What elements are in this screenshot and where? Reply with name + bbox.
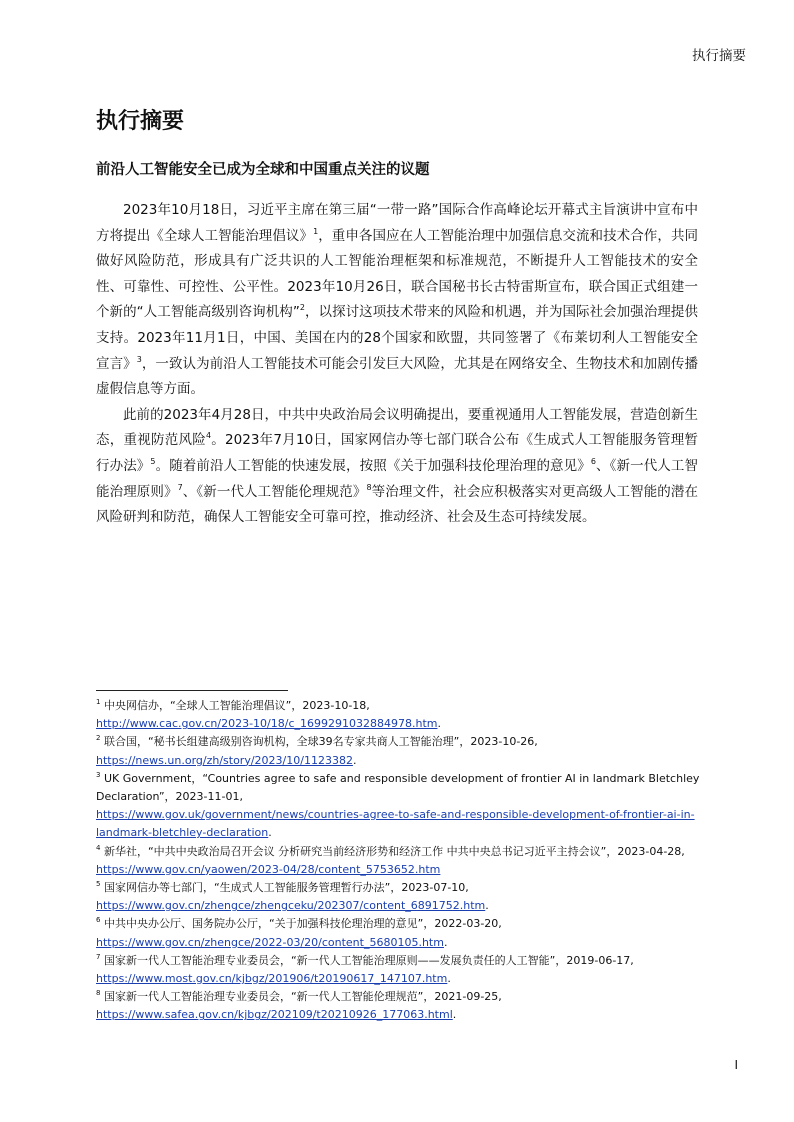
page-title: 执行摘要 (96, 109, 185, 134)
footnote-link[interactable]: https://www.most.gov.cn/kjbgz/201906/t20190617_147107.htm (96, 972, 448, 986)
footnote-number: 7 (96, 952, 101, 961)
paragraph-2 (96, 403, 698, 531)
footnote-text: 新华社，“中共中央政治局召开会议 分析研究当前经济形势和经济工作 中共中央总书记习近平主持会议”，2023-04-28, (103, 844, 685, 858)
footnote-number: 1 (96, 698, 101, 706)
section-heading: 前沿人工智能安全已成为全球和中国重点关注的议题 (96, 162, 430, 178)
running-header: 执行摘要 (692, 48, 746, 64)
footnote-number: 3 (96, 770, 101, 779)
footnote-ref[interactable]: 8 (366, 482, 372, 492)
paragraph-text: ，一致认为前沿人工智能技术可能会引发巨大风险，尤其是在网络安全、生物技术和加剧传播虚假信息等方面。 (96, 355, 699, 398)
footnote-ref[interactable]: 3 (136, 354, 142, 364)
footnote-text: 联合国，“秘书长组建高级别咨询机构，全球39名专家共商人工智能治理”，2023-10-26, (103, 735, 538, 749)
footnote-8: $^8$ 国家新一代人工智能治理专业委员会，“新一代人工智能伦理规范”，2021-09-25, https://www.safea.gov.cn/kjbgz/202109/t20210926_177063.html. (96, 989, 502, 1022)
footnote-text: 国家网信办等七部门，“生成式人工智能服务管理暂行办法”，2023-07-10, (103, 881, 469, 895)
footnote-1: $^1$ 中央网信办，“全球人工智能治理倡议”，2023-10-18, http://www.cac.gov.cn/2023-10/18/c_1699291032884978.htm. (96, 698, 441, 731)
footnote-link[interactable]: https://www.gov.cn/yaowen/2023-04/28/content_5753652.htm (96, 862, 441, 876)
paragraph-text: ，以探讨这项技术带来的风险和机遇，并为国际社会加强治理提供支持。2023年11月1日，中国、美国在内的28个国家和欧盟，共同签署了《布莱切利人工智能安全宣言》 (96, 304, 698, 372)
footnote-ref[interactable]: 2 (299, 303, 305, 313)
paragraph-text: 、《新一代人工智能伦理规范》 (182, 483, 367, 500)
footnote-number: 5 (96, 880, 101, 889)
footnote-4 (96, 843, 700, 879)
footnote-6: $^6$ 中共中央办公厅、国务院办公厅，“关于加强科技伦理治理的意见”，2022-03-20, https://www.gov.cn/zhengce/2022-03/20/content_5680105.htm. (96, 916, 502, 949)
footnote-link[interactable]: http://www.cac.gov.cn/2023-10/18/c_1699291032884978.htm (96, 717, 438, 731)
footnote-7: $^7$ 国家新一代人工智能治理专业委员会，“新一代人工智能治理原则——发展负责任的人工智能”，2019-06-17, https://www.most.gov.cn/kjbgz/201906/t20190617_147107.htm. (96, 952, 634, 986)
footnote-ref[interactable]: 1 (313, 226, 319, 236)
footnote-ref[interactable]: 6 (590, 456, 596, 466)
paragraph-text: 。随着前沿人工智能的快速发展，按照《关于加强科技伦理治理的意见》 (155, 457, 591, 474)
footnote-number: 6 (96, 916, 101, 925)
paragraph-1 (96, 198, 698, 403)
paragraph-text: ，重申各国应在人工智能治理中加强信息交流和技术合作，共同做好风险防范，形成具有广泛共识的人工智能治理框架和标准规范，不断提升人工智能技术的安全性、可靠性、可控性、公平性。2023年10月26日，联合国秘书长古特雷斯宣布，联合国正式组建一个新的“人工智能高级别咨询机构” (96, 227, 699, 321)
footnote-link[interactable]: https://www.gov.cn/zhengce/zhengceku/202307/content_6891752.htm (96, 899, 486, 913)
footnote-number: 2 (96, 734, 101, 743)
footnote-link[interactable]: https://www.gov.uk/government/news/countries-agree-to-safe-and-responsible-development-of-frontier-ai-in-landmark-bletchley-declaration (96, 808, 695, 840)
footnote-text: UK Government，“Countries agree to safe and responsible development of frontier AI in landmark Bletchley Declaration”，2023-11-01, (96, 771, 700, 804)
footnotes (96, 697, 700, 1025)
footnote-2: $^2$ 联合国，“秘书长组建高级别咨询机构，全球39名专家共商人工智能治理”，2023-10-26, https://news.un.org/zh/story/2023/10/1123382. (96, 734, 538, 767)
footnote-number: 8 (96, 989, 101, 998)
paragraph-text: 、《新一代人工智能治理原则》 (96, 457, 699, 500)
footnote-text: 中共中央办公厅、国务院办公厅，“关于加强科技伦理治理的意见”，2022-03-20, (103, 917, 502, 931)
footnote-link[interactable]: https://www.safea.gov.cn/kjbgz/202109/t20210926_177063.html (96, 1008, 453, 1022)
footnote-text: 国家新一代人工智能治理专业委员会，“新一代人工智能伦理规范”，2021-09-25, (103, 990, 502, 1004)
page-number: I (734, 1058, 738, 1072)
paragraph-text: 2023年10月18日，习近平主席在第三届“一带一路”国际合作高峰论坛开幕式主旨演讲中宣布中方将提出《全球人工智能治理倡议》 (96, 202, 698, 244)
footnote-ref[interactable]: 4 (205, 431, 212, 441)
footnote-text: 国家新一代人工智能治理专业委员会，“新一代人工智能治理原则——发展负责任的人工智能”，2019-06-17, (103, 953, 634, 967)
footnote-text: 中央网信办，“全球人工智能治理倡议”，2023-10-18, (103, 699, 370, 712)
footnote-3: $^3$ UK Government，“Countries agree to safe and responsible development of frontier AI in landmark Bletchley Declaration”，2023-11-01, https://www.gov.uk/government/news/countries-agree-to-safe-and-responsible-development-of-frontier-ai-in-landmark-bletchley-declaration. (96, 770, 700, 840)
footnote-ref[interactable]: 7 (177, 482, 183, 492)
footnote-link[interactable]: https://news.un.org/zh/story/2023/10/1123382 (96, 753, 353, 767)
footnote-ref[interactable]: 5 (150, 456, 156, 466)
footnote-5: $^5$ 国家网信办等七部门，“生成式人工智能服务管理暂行办法”，2023-07-10, https://www.gov.cn/zhengce/zhengceku/202307/content_6891752.htm. (96, 880, 489, 913)
paragraph-text: 。2023年7月10日，国家网信办等七部门联合公布《生成式人工智能服务管理暂行办法》 (96, 432, 699, 474)
footnote-number: 4 (96, 843, 101, 852)
footnote-link[interactable]: https://www.gov.cn/zhengce/2022-03/20/content_5680105.htm (96, 935, 444, 949)
paragraph-text: 等治理文件，社会应积极落实对更高级人工智能的潜在风险研判和防范，确保人工智能安全可靠可控，推动经济、社会及生态可持续发展。 (96, 483, 699, 526)
footnote-divider (96, 690, 288, 691)
body-text (96, 198, 698, 531)
paragraph-text: 此前的2023年4月28日，中共中央政治局会议明确提出，要重视通用人工智能发展，营造创新生态，重视防范风险 (96, 406, 698, 449)
